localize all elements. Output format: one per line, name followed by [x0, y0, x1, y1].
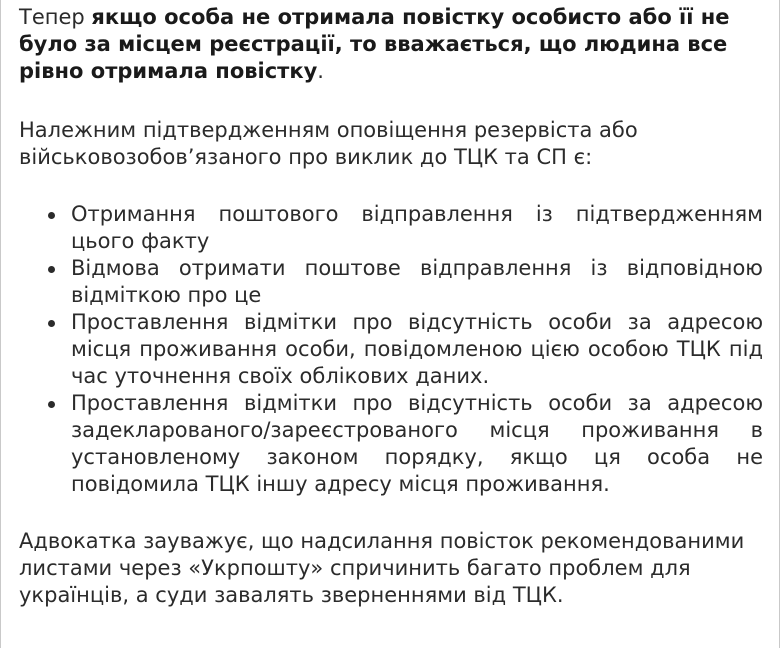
intro-paragraph — [19, 4, 763, 85]
intro-bold-statement: якщо особа не отримала повістку особисто або її не було за місцем реєстрації, то вважається, що людина все рівно отримала повістку — [19, 5, 730, 83]
bullet-dot-icon — [48, 266, 55, 273]
bullet-dot-icon — [48, 212, 55, 219]
article-body — [19, 4, 763, 609]
list-item-text: Проставлення відмітки про відсутність особи за адресою місця проживання особи, повідомленою цією особою ТЦК під час уточнення своїх облікових даних. — [71, 310, 763, 388]
list-item — [19, 309, 763, 390]
intro-suffix: . — [317, 59, 324, 83]
confirmation-list — [19, 201, 763, 498]
bullet-dot-icon — [48, 320, 55, 327]
bullet-dot-icon — [48, 401, 55, 408]
lawyer-comment-paragraph: Адвокатка зауважує, що надсилання повісток рекомендованими листами через «Укрпошту» спричинить багато проблем для українців, а суди завалять зверненнями від ТЦК. — [19, 529, 745, 607]
list-item-text: Відмова отримати поштове відправлення із відповідною відміткою про це — [71, 256, 763, 307]
intro-prefix: Тепер — [19, 5, 92, 29]
list-item — [19, 390, 763, 498]
confirmation-paragraph: Належним підтвердженням оповіщення резервіста або військовозобов’язаного про виклик до ТЦК та СП є: — [19, 118, 638, 169]
list-item — [19, 255, 763, 309]
list-item-text: Отримання поштового відправлення із підтвердженням цього факту — [71, 202, 763, 253]
list-item — [19, 201, 763, 255]
list-item-text: Проставлення відмітки про відсутність особи за адресою задекларованого/зареєстрованого місця проживання в установленому законом порядку, якщо ця особа не повідомила ТЦК іншу адресу місця проживання. — [71, 391, 763, 496]
